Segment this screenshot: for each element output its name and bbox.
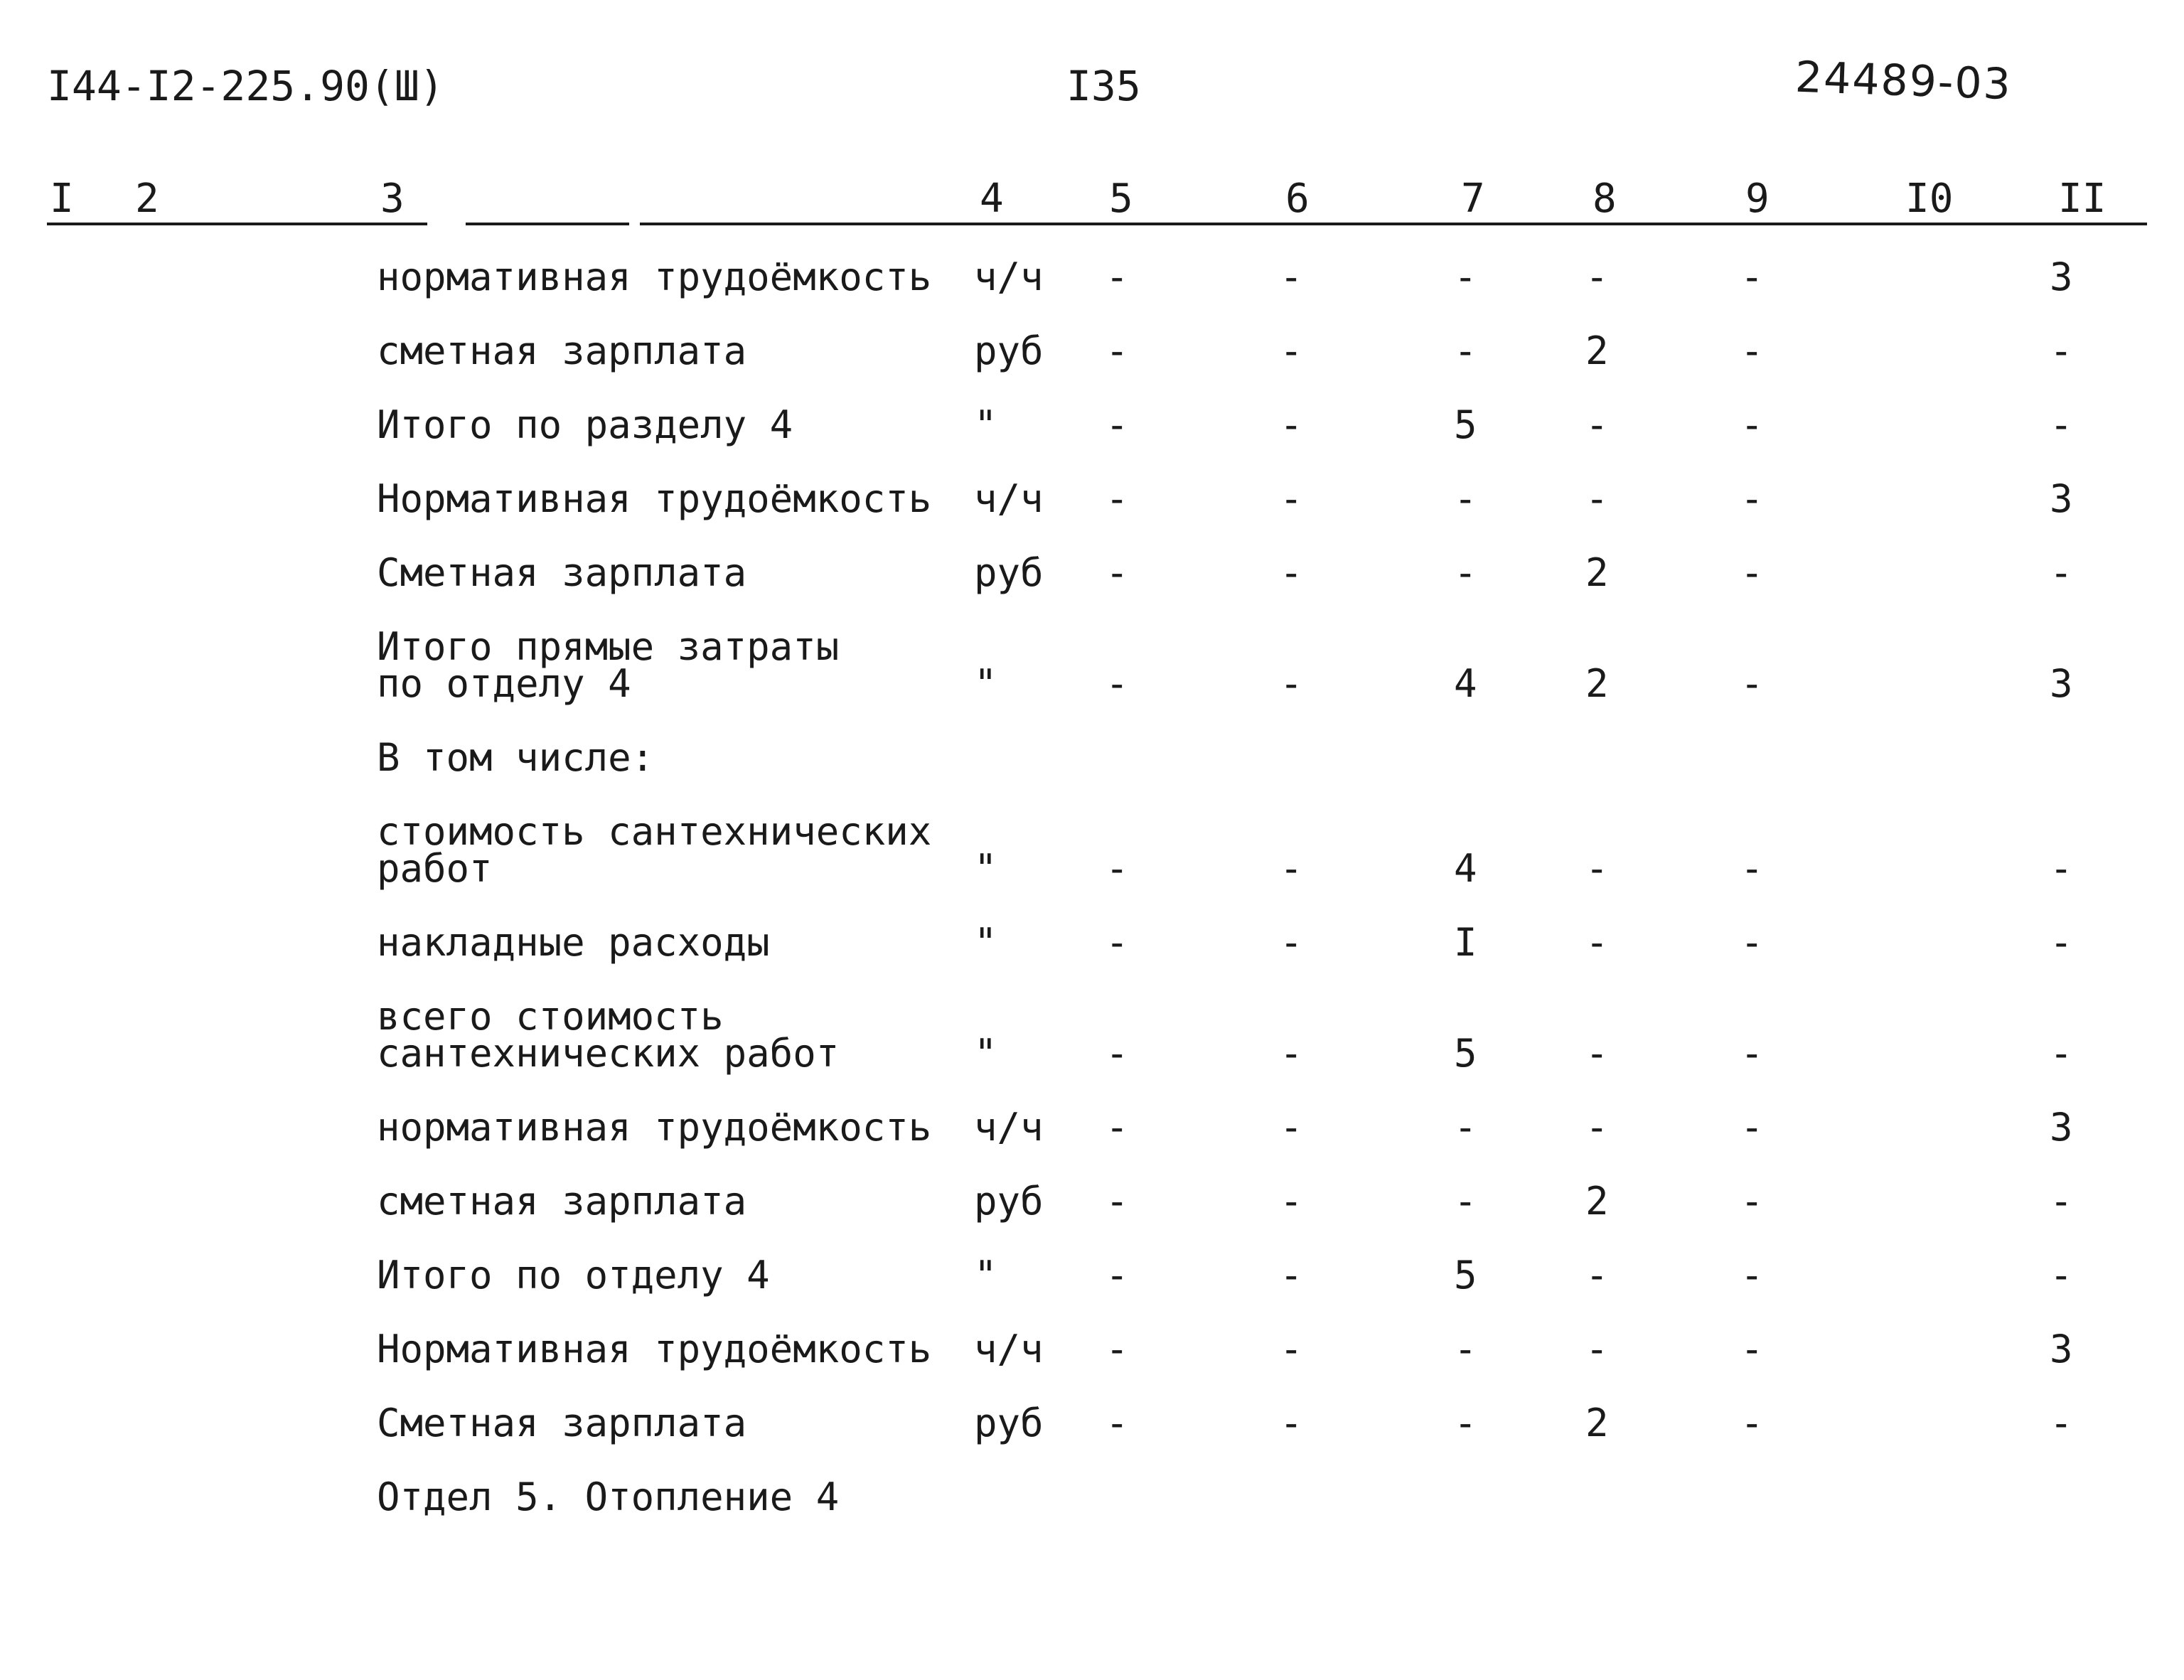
value-col-6: - bbox=[1280, 402, 1303, 447]
value-col-9: - bbox=[1740, 661, 1764, 706]
table-row bbox=[0, 1327, 2184, 1371]
table-row bbox=[0, 809, 2184, 891]
value-col-11: - bbox=[2050, 1179, 2073, 1224]
value-col-8: 2 bbox=[1585, 550, 1609, 595]
table-row bbox=[0, 1179, 2184, 1224]
value-col-7: 4 bbox=[1454, 846, 1477, 891]
value-col-8: - bbox=[1585, 1031, 1609, 1076]
value-col-9: - bbox=[1740, 476, 1764, 521]
value-col-7: 5 bbox=[1454, 1031, 1477, 1076]
document-code: I44-I2-225.90(Ш) bbox=[47, 62, 444, 110]
value-col-6: - bbox=[1280, 1327, 1303, 1371]
row-label: Сметная зарплата bbox=[377, 1401, 747, 1445]
value-col-8: 2 bbox=[1585, 328, 1609, 373]
value-col-9: - bbox=[1740, 255, 1764, 299]
value-col-7: - bbox=[1454, 1179, 1477, 1224]
unit-cell: ч/ч bbox=[974, 1327, 1044, 1371]
value-col-8: - bbox=[1585, 1327, 1609, 1371]
unit-cell: руб bbox=[974, 1401, 1044, 1445]
value-col-6: - bbox=[1280, 328, 1303, 373]
value-col-11: - bbox=[2050, 1401, 2073, 1445]
value-col-7: - bbox=[1454, 1105, 1477, 1150]
row-label: стоимость сантехнических работ bbox=[377, 809, 932, 891]
value-col-9: - bbox=[1740, 1031, 1764, 1076]
value-col-9: - bbox=[1740, 328, 1764, 373]
value-col-9: - bbox=[1740, 1179, 1764, 1224]
row-label: Итого по отделу 4 bbox=[377, 1253, 770, 1298]
row-label: Итого по разделу 4 bbox=[377, 402, 793, 447]
unit-cell: " bbox=[974, 1031, 997, 1076]
row-label: сметная зарплата bbox=[377, 1179, 747, 1224]
value-col-8: - bbox=[1585, 1105, 1609, 1150]
table-row bbox=[0, 1401, 2184, 1445]
row-label: накладные расходы bbox=[377, 920, 770, 965]
unit-cell: " bbox=[974, 402, 997, 447]
row-label: Сметная зарплата bbox=[377, 550, 747, 595]
value-col-5: - bbox=[1106, 255, 1129, 299]
unit-cell: ч/ч bbox=[974, 255, 1044, 299]
table-row bbox=[0, 994, 2184, 1076]
value-col-5: - bbox=[1106, 476, 1129, 521]
value-col-8: - bbox=[1585, 402, 1609, 447]
column-header-3: 3 bbox=[380, 176, 405, 222]
value-col-11: 3 bbox=[2050, 255, 2073, 299]
handwritten-stamp: 24489-03 bbox=[1794, 52, 2013, 110]
value-col-8: - bbox=[1585, 1253, 1609, 1298]
unit-cell: " bbox=[974, 1253, 997, 1298]
value-col-6: - bbox=[1280, 920, 1303, 965]
unit-cell: руб bbox=[974, 550, 1044, 595]
table-row bbox=[0, 1253, 2184, 1298]
row-label: сметная зарплата bbox=[377, 328, 747, 373]
value-col-11: - bbox=[2050, 1031, 2073, 1076]
value-col-6: - bbox=[1280, 846, 1303, 891]
value-col-5: - bbox=[1106, 402, 1129, 447]
value-col-11: - bbox=[2050, 550, 2073, 595]
value-col-6: - bbox=[1280, 476, 1303, 521]
value-col-9: - bbox=[1740, 1401, 1764, 1445]
value-col-8: - bbox=[1585, 920, 1609, 965]
value-col-9: - bbox=[1740, 1105, 1764, 1150]
table-row bbox=[0, 920, 2184, 965]
column-header-7: 7 bbox=[1461, 176, 1485, 222]
value-col-9: - bbox=[1740, 402, 1764, 447]
row-label: Нормативная трудоёмкость bbox=[377, 1327, 932, 1371]
column-header-1: I bbox=[50, 176, 74, 222]
unit-cell: " bbox=[974, 920, 997, 965]
table-row bbox=[0, 476, 2184, 521]
unit-cell: руб bbox=[974, 328, 1044, 373]
value-col-7: - bbox=[1454, 328, 1477, 373]
value-col-9: - bbox=[1740, 920, 1764, 965]
value-col-8: - bbox=[1585, 476, 1609, 521]
value-col-11: 3 bbox=[2050, 1327, 2073, 1371]
value-col-11: - bbox=[2050, 402, 2073, 447]
value-col-8: - bbox=[1585, 846, 1609, 891]
value-col-6: - bbox=[1280, 1179, 1303, 1224]
value-col-5: - bbox=[1106, 846, 1129, 891]
value-col-7: - bbox=[1454, 1327, 1477, 1371]
value-col-6: - bbox=[1280, 550, 1303, 595]
table-row bbox=[0, 402, 2184, 447]
unit-cell: ч/ч bbox=[974, 476, 1044, 521]
value-col-11: 3 bbox=[2050, 476, 2073, 521]
value-col-8: 2 bbox=[1585, 1179, 1609, 1224]
value-col-11: 3 bbox=[2050, 1105, 2073, 1150]
value-col-6: - bbox=[1280, 661, 1303, 706]
unit-cell: ч/ч bbox=[974, 1105, 1044, 1150]
row-label: всего стоимость сантехнических работ bbox=[377, 994, 840, 1076]
value-col-11: - bbox=[2050, 846, 2073, 891]
value-col-8: 2 bbox=[1585, 1401, 1609, 1445]
value-col-6: - bbox=[1280, 255, 1303, 299]
value-col-7: 4 bbox=[1454, 661, 1477, 706]
column-header-8: 8 bbox=[1592, 176, 1617, 222]
value-col-11: 3 bbox=[2050, 661, 2073, 706]
column-header-6: 6 bbox=[1285, 176, 1310, 222]
value-col-6: - bbox=[1280, 1031, 1303, 1076]
table-row bbox=[0, 624, 2184, 706]
column-header-2: 2 bbox=[135, 176, 159, 222]
unit-cell: " bbox=[974, 661, 997, 706]
row-label: В том числе: bbox=[377, 735, 655, 780]
value-col-5: - bbox=[1106, 1105, 1129, 1150]
value-col-5: - bbox=[1106, 1031, 1129, 1076]
value-col-9: - bbox=[1740, 1253, 1764, 1298]
value-col-11: - bbox=[2050, 328, 2073, 373]
table-row bbox=[0, 735, 2184, 780]
value-col-11: - bbox=[2050, 1253, 2073, 1298]
value-col-5: - bbox=[1106, 1401, 1129, 1445]
row-label: нормативная трудоёмкость bbox=[377, 1105, 932, 1150]
unit-cell: руб bbox=[974, 1179, 1044, 1224]
column-header-4: 4 bbox=[980, 176, 1004, 222]
row-label: нормативная трудоёмкость bbox=[377, 255, 932, 299]
value-col-7: - bbox=[1454, 550, 1477, 595]
row-label: Отдел 5. Отопление 4 bbox=[377, 1475, 840, 1519]
table-row bbox=[0, 255, 2184, 299]
column-header-10: I0 bbox=[1905, 176, 1954, 222]
value-col-5: - bbox=[1106, 1179, 1129, 1224]
value-col-6: - bbox=[1280, 1253, 1303, 1298]
value-col-5: - bbox=[1106, 1327, 1129, 1371]
value-col-6: - bbox=[1280, 1401, 1303, 1445]
table-row bbox=[0, 328, 2184, 373]
table-row bbox=[0, 1105, 2184, 1150]
table-row bbox=[0, 550, 2184, 595]
value-col-5: - bbox=[1106, 661, 1129, 706]
column-header-11: II bbox=[2058, 176, 2107, 222]
row-label: Итого прямые затраты по отделу 4 bbox=[377, 624, 840, 706]
unit-cell: " bbox=[974, 846, 997, 891]
value-col-5: - bbox=[1106, 1253, 1129, 1298]
page-number: I35 bbox=[1066, 62, 1141, 110]
value-col-7: - bbox=[1454, 255, 1477, 299]
value-col-7: - bbox=[1454, 476, 1477, 521]
value-col-9: - bbox=[1740, 550, 1764, 595]
column-header-9: 9 bbox=[1745, 176, 1770, 222]
value-col-5: - bbox=[1106, 920, 1129, 965]
table-row bbox=[0, 1475, 2184, 1519]
value-col-9: - bbox=[1740, 1327, 1764, 1371]
value-col-9: - bbox=[1740, 846, 1764, 891]
value-col-8: 2 bbox=[1585, 661, 1609, 706]
row-label: Нормативная трудоёмкость bbox=[377, 476, 932, 521]
column-header-5: 5 bbox=[1109, 176, 1133, 222]
value-col-5: - bbox=[1106, 550, 1129, 595]
value-col-11: - bbox=[2050, 920, 2073, 965]
value-col-5: - bbox=[1106, 328, 1129, 373]
value-col-8: - bbox=[1585, 255, 1609, 299]
value-col-7: 5 bbox=[1454, 1253, 1477, 1298]
value-col-6: - bbox=[1280, 1105, 1303, 1150]
value-col-7: 5 bbox=[1454, 402, 1477, 447]
value-col-7: - bbox=[1454, 1401, 1477, 1445]
value-col-7: I bbox=[1454, 920, 1477, 965]
